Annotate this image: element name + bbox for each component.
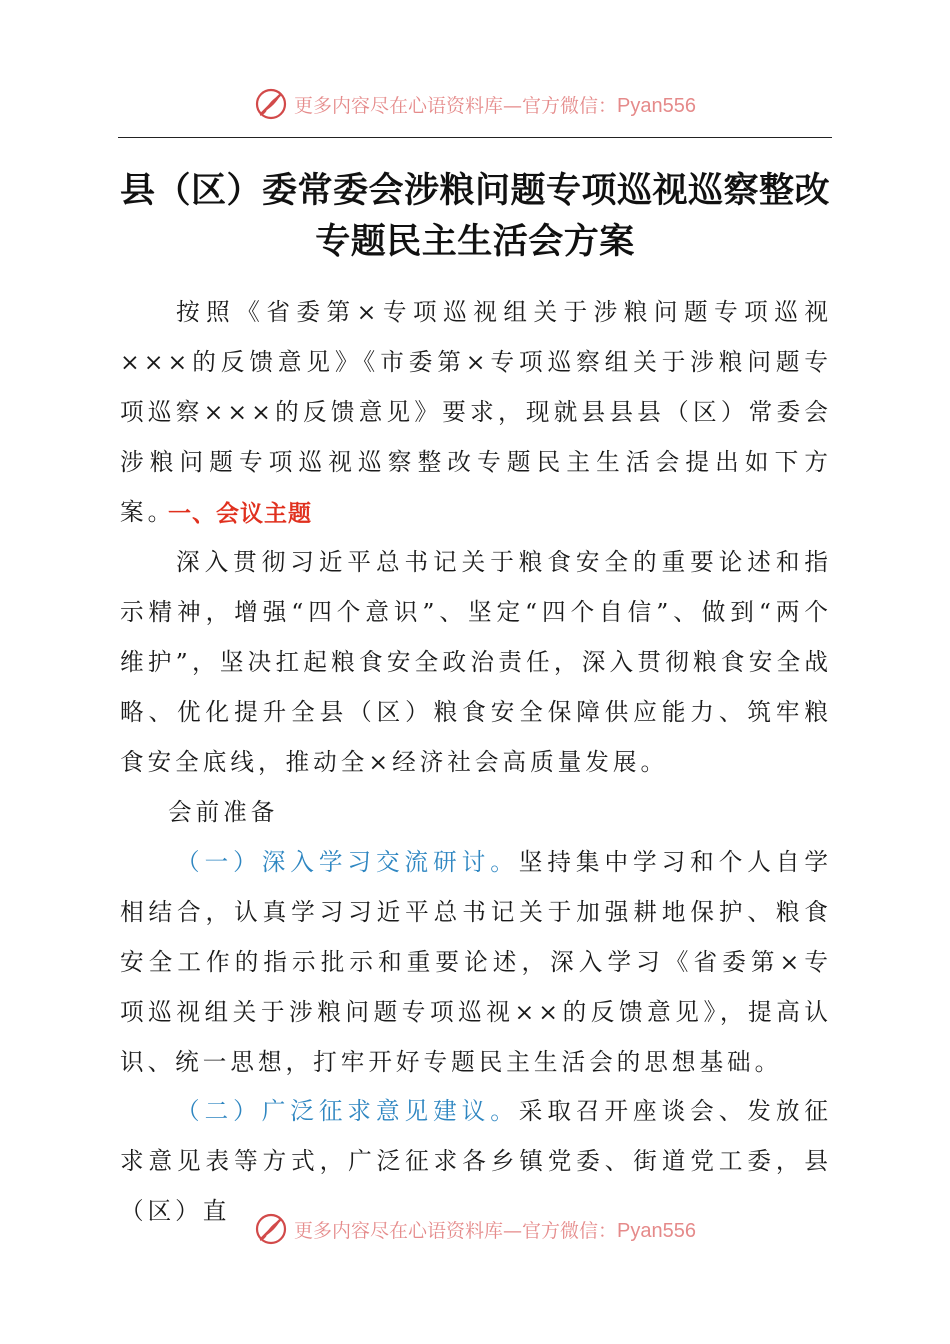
- subheading-preparation: 会前准备: [168, 798, 279, 826]
- watermark-id: Pyan556: [617, 94, 696, 117]
- item-2-lead: （二）广泛征求意见建议。: [176, 1097, 519, 1125]
- watermark-id: Pyan556: [617, 1219, 696, 1242]
- watermark-text: 更多内容尽在心语资料库—官方微信：Pyan556: [294, 94, 696, 117]
- quill-logo-icon: [254, 87, 288, 121]
- document-title-line-2: 专题民主生活会方案: [315, 221, 635, 262]
- item-1-lead: （一）深入学习交流研讨。: [176, 848, 519, 876]
- watermark-footer: [0, 1209, 950, 1249]
- intro-paragraph: 按照《省委第×专项巡视组关于涉粮问题专项巡视×××的反馈意见》《市委第×专项巡察组关于涉粮问题专项巡察×××的反馈意见》要求，现就县县县（区）常委会涉粮问题专项巡视巡察整改专题民主生活会提出如下方案。: [120, 298, 832, 526]
- header-rule: [118, 137, 832, 138]
- section-heading-1: 一、会议主题: [168, 501, 312, 527]
- item-1-paragraph: [120, 837, 832, 1087]
- watermark-text: 更多内容尽在心语资料库—官方微信：Pyan556: [294, 1219, 696, 1242]
- watermark-header: [0, 84, 950, 124]
- document-title-line-1: 县（区）委常委会涉粮问题专项巡视巡察整改: [119, 170, 830, 211]
- item-1-body: 坚持集中学习和个人自学相结合，认真学习习近平总书记关于加强耕地保护、粮食安全工作的指示批示和重要论述，深入学习《省委第×专项巡视组关于涉粮问题专项巡视××的反馈意见》，提高认识、统一思想，打牢开好专题民主生活会的思想基础。: [120, 848, 833, 1076]
- quill-logo-icon: [254, 1212, 288, 1246]
- item-2-body: 采取召开座谈会、发放征求意见表等方式，广泛征求各乡镇党委、街道党工委，县（区）直: [120, 1097, 833, 1225]
- section-1-paragraph: 深入贯彻习近平总书记关于粮食安全的重要论述和指示精神，增强“四个意识”、坚定“四个自信”、做到“两个维护”，坚决扛起粮食安全政治责任，深入贯彻粮食安全战略、优化提升全县（区）粮食安全保障供应能力、筑牢粮食安全底线，推动全×经济社会高质量发展。: [120, 548, 832, 776]
